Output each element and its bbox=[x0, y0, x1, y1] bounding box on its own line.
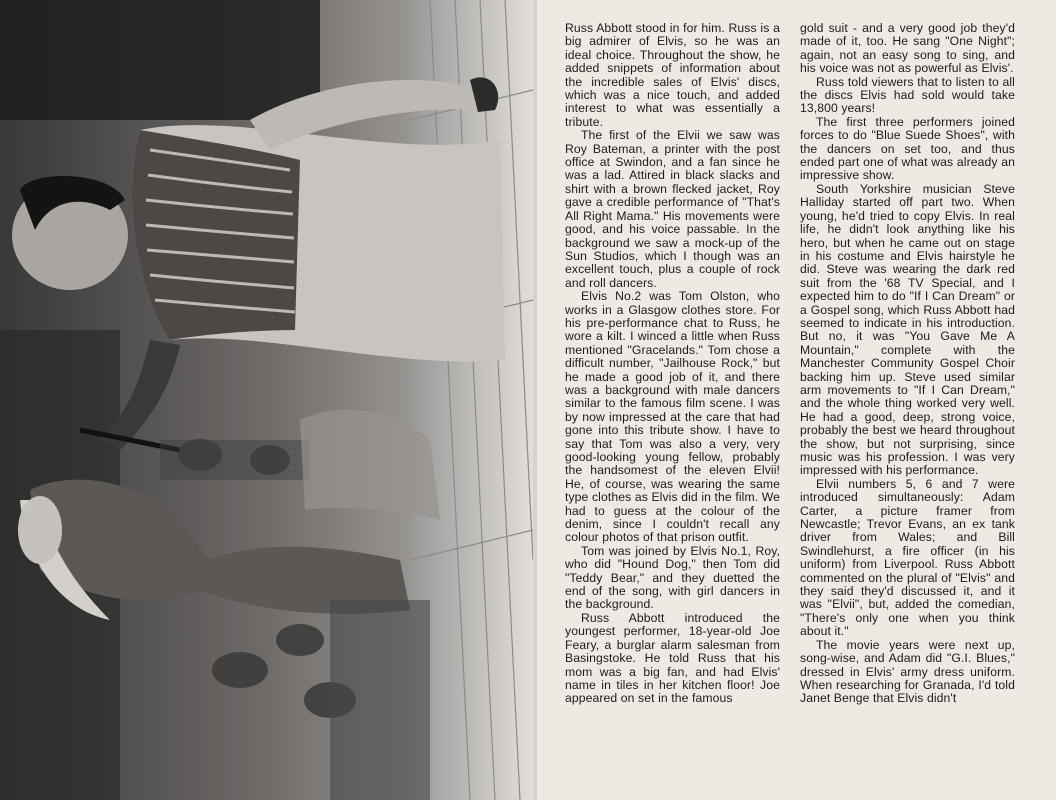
article-column-left bbox=[565, 22, 780, 706]
paragraph: The first of the Elvii we saw was Roy Bateman, a printer with the post office at Swindon, and a fan since he was a lad. Attired in black slacks and shirt with a brown flecked jacket, Roy gave a credible performance of "That's All Right Mama." His movements were good, and his voice passable. In the background we saw a mock-up of the Sun Studios, which I though was an excellent touch, plus a couple of rock and roll dancers. bbox=[565, 128, 780, 290]
paragraph: Russ Abbott introduced the youngest performer, 18-year-old Joe Feary, a burglar alarm salesman from Basingstoke. He told Russ that his mom was a big fan, and had Elvis' name in tiles in her kitchen floor! Joe appeared on set in the famous bbox=[565, 610, 780, 706]
paragraph: South Yorkshire musician Steve Halliday started off part two. When young, he'd tried to copy Elvis. In real life, he didn't look anything like his hero, but when he came out on stage in his costume and Elvis hairstyle he did. Steve was wearing the dark red suit from the '68 TV Special, and I expected him to do "If I Can Dream" or a Gospel song, which Russ Abbott had seemed to indicate in his introduction. But no, it was "You Gave Me A Mountain," complete with the Manchester Community Gospel Choir backing him up. Steve used similar arm movements to "If I Can Dream," and the whole thing worked very well. He had a good, deep, strong voice, probably the best we heard throughout the show, but not surprising, since music was his profession. I was very impressed with his performance. bbox=[800, 181, 1015, 478]
paragraph: Tom was joined by Elvis No.1, Roy, who did "Hound Dog," then Tom did "Teddy Bear," and they duetted the end of the song, with girl dancers in the background. bbox=[565, 543, 780, 612]
article-column-right bbox=[800, 22, 1015, 706]
paragraph: Elvii numbers 5, 6 and 7 were introduced simultaneously: Adam Carter, a picture framer from Newcastle; Trevor Evans, an ex tank driver from Wales; and Bill Swindlehurst, a fire officer (in his uniform) from Liverpool. Russ Abbott commented on the plural of "Elvis" and they said they'd discussed it, and it was "Elvii", but, added the comedian, "There's only one when you think about it." bbox=[800, 476, 1015, 639]
paragraph: The movie years were next up, song-wise, and Adam did "G.I. Blues," dressed in Elvis' army dress uniform. When researching for Granada, I'd told Janet Benge that Elvis didn't bbox=[800, 637, 1015, 706]
paragraph: Russ Abbott stood in for him. Russ is a big admirer of Elvis, so he was an ideal choice. Throughout the show, he added snippets of information about the incredible sales of Elvis' discs, which was a nice touch, and added interest to what was essentially a tribute. bbox=[565, 21, 780, 129]
page-fold bbox=[533, 0, 537, 800]
paragraph: gold suit - and a very good job they'd made of it, too. He sang "One Night"; again, not an easy song to sing, and his voice was not as powerful as Elvis'. bbox=[800, 21, 1015, 76]
paragraph: The first three performers joined forces to do "Blue Suede Shoes", with the dancers on set too, and thus ended part one of what was already an impressive show. bbox=[800, 114, 1015, 183]
paragraph: Elvis No.2 was Tom Olston, who works in a Glasgow clothes store. For his pre-performance chat to Russ, he wore a kilt. I winced a little when Russ mentioned "Gracelands." Tom chose a difficult number, "Jailhouse Rock," but he made a good job of it, and there was a background with male dancers similar to the famous film scene. I was by now impressed at the care that had gone into this tribute show. I have to say that Tom was also a very, very good-looking young fellow, probably the handsomest of the eleven Elvii! He, of course, was wearing the same type clothes as Elvis did in the film. We had to guess at the colour of the denim, since I couldn't recall any colour photos of that prison outfit. bbox=[565, 289, 780, 545]
paragraph: Russ told viewers that to listen to all the discs Elvis had sold would take 13,800 years! bbox=[800, 74, 1015, 116]
